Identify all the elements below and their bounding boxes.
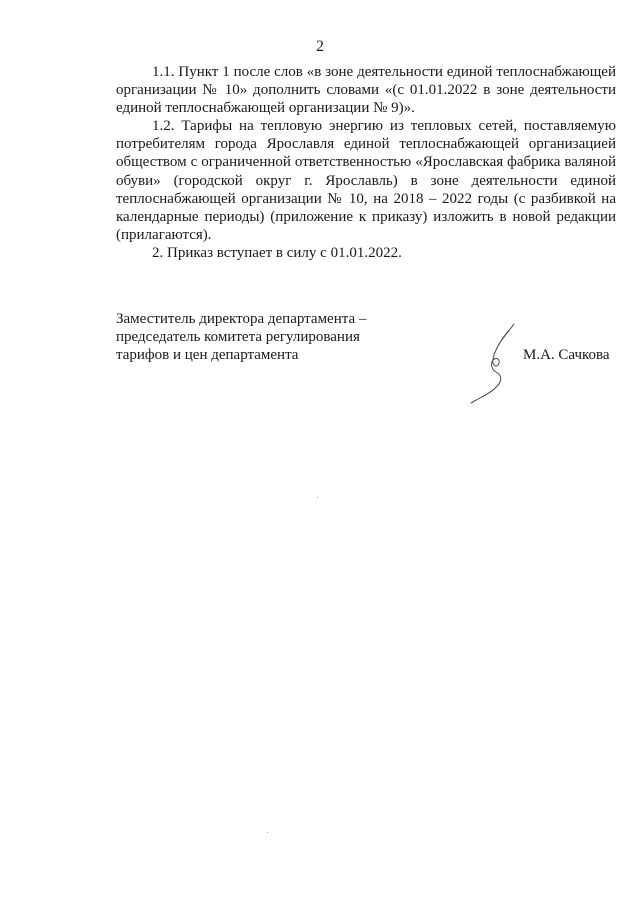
page-number: 2 bbox=[316, 38, 324, 55]
signer-position-line: председатель комитета регулирования bbox=[116, 329, 360, 345]
document-body bbox=[116, 63, 616, 262]
handwritten-signature bbox=[462, 322, 522, 404]
scan-speck bbox=[317, 497, 318, 498]
paragraph-1-2: 1.2. Тарифы на тепловую энергию из тепловых сетей, поставляемую потребителям города Ярославля единой теплоснабжающей организацией обществом с ограниченной ответственностью «Ярославская фабрика валяной обуви» (городской округ г. Ярославль) в зоне деятельности единой теплоснабжающей организации № 10, на 2018 – 2022 годы (с разбивкой на календарные периоды) (приложение к приказу) изложить в новой редакции (прилагаются). bbox=[116, 118, 616, 243]
scan-speck bbox=[267, 832, 268, 833]
signer-position-line: тарифов и цен департамента bbox=[116, 347, 299, 363]
paragraph-1-1: 1.1. Пункт 1 после слов «в зоне деятельности единой теплоснабжающей организации № 10» дополнить словами «(с 01.01.2022 в зоне деятельности единой теплоснабжающей организации № 9)». bbox=[116, 64, 616, 117]
paragraph-2: 2. Приказ вступает в силу с 01.01.2022. bbox=[152, 244, 402, 261]
signer-position-line: Заместитель директора департамента – bbox=[116, 311, 367, 327]
signer-name: М.А. Сачкова bbox=[523, 347, 610, 363]
